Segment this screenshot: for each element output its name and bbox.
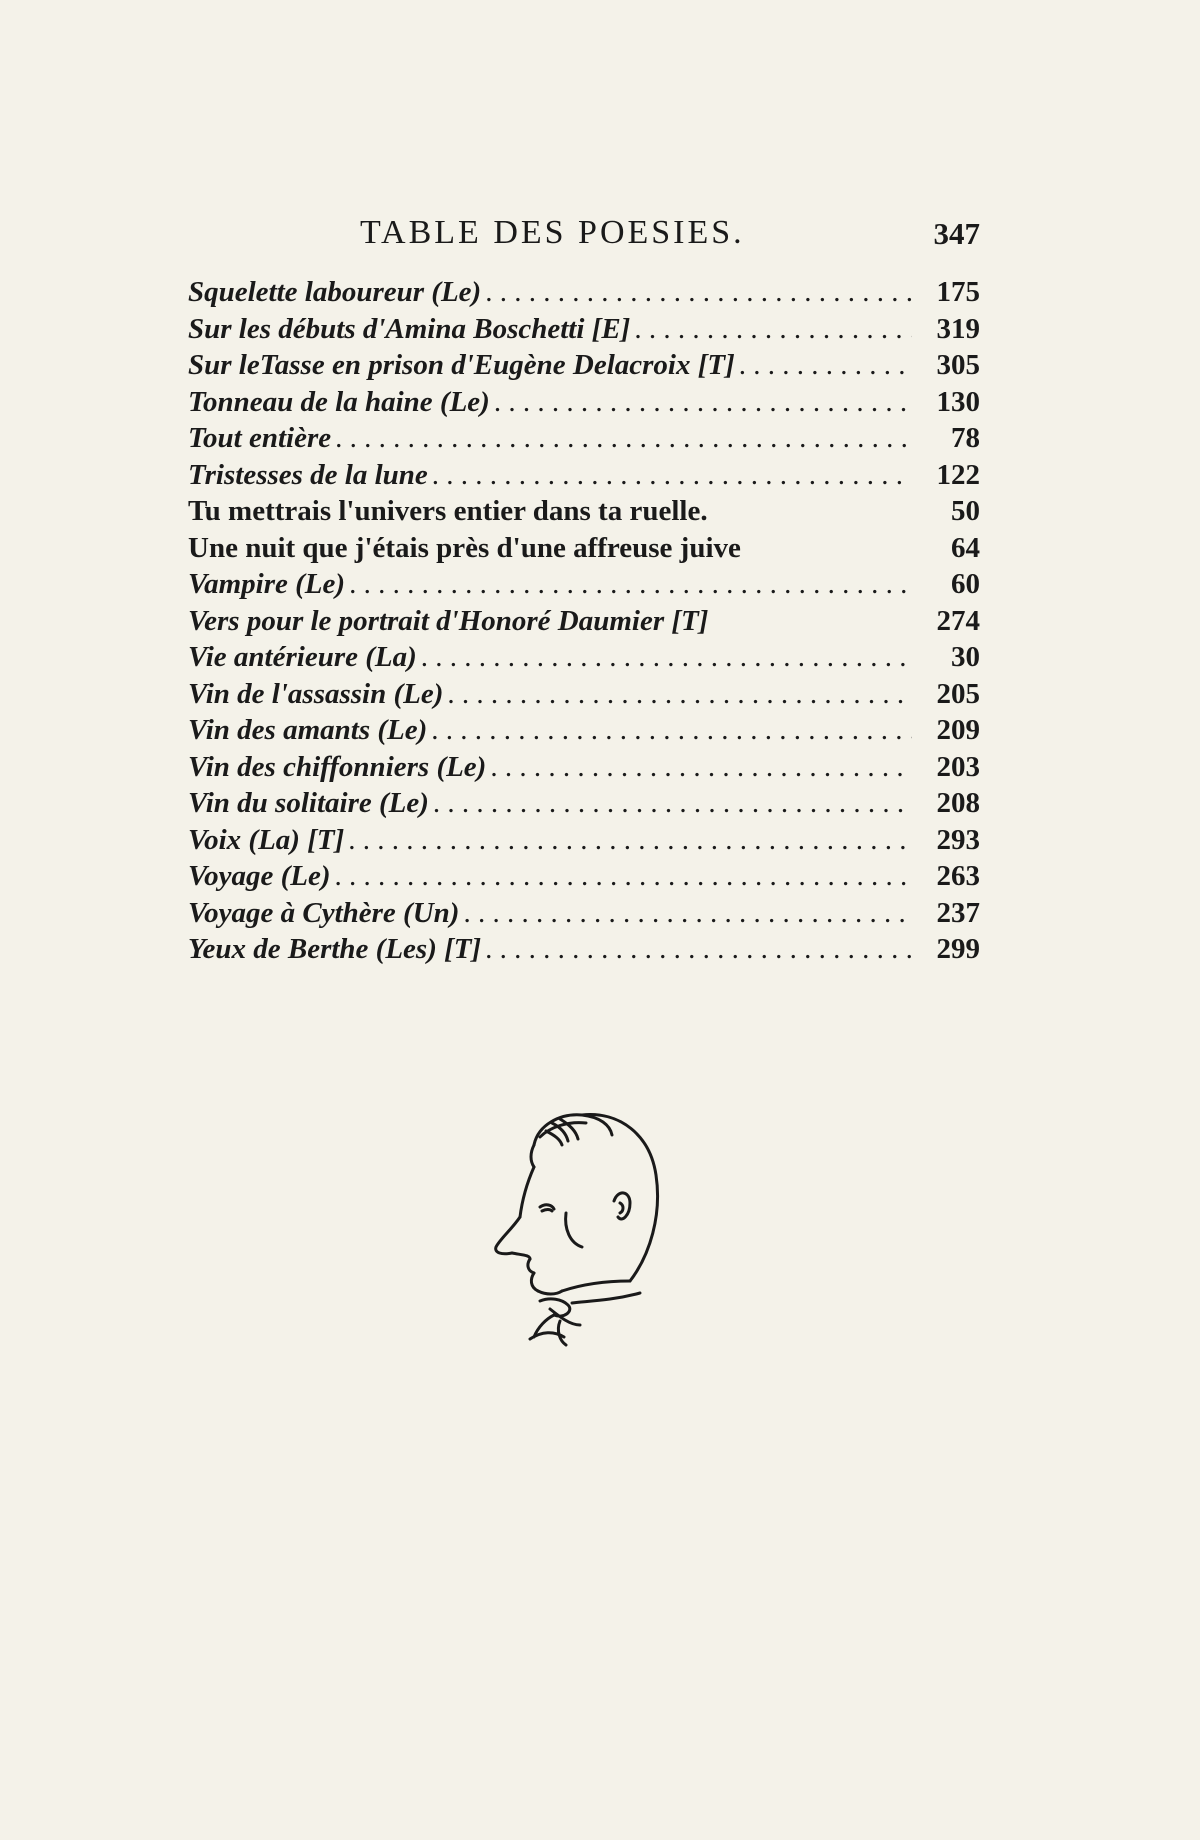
toc-entry-title: Voyage (Le) [188, 860, 331, 892]
toc-entry-page: 78 [951, 422, 980, 454]
toc-leader-dots [348, 824, 912, 857]
toc-entry-title: Vie antérieure (La) [188, 641, 417, 673]
toc-entry-title: Squelette laboureur (Le) [188, 276, 482, 308]
toc-entry-page: 299 [936, 933, 980, 965]
toc-leader-dots [485, 276, 912, 309]
toc-entry-page: 122 [936, 458, 980, 491]
toc-entry-page: 205 [936, 677, 980, 710]
toc-entry-page: 64 [951, 531, 980, 564]
toc-entry [188, 532, 980, 569]
toc-entry [188, 386, 980, 423]
toc-entry-title: Voix (La) [T] [188, 823, 345, 856]
toc-entry [188, 276, 980, 313]
toc-leader-dots [431, 714, 912, 747]
toc-entry-title: Sur leTasse en prison d'Eugène Delacroix [T] [188, 349, 735, 381]
toc-entry [188, 751, 980, 788]
portrait-sketch-icon [490, 1105, 680, 1365]
toc-leader-dots [433, 787, 912, 820]
page-title: TABLE DES POESIES. [360, 214, 745, 251]
toc-entry-title: Tout entière [188, 422, 332, 454]
toc-entry-title: Yeux de Berthe (Les) [T] [188, 933, 482, 965]
toc-entry [188, 422, 980, 459]
toc-entry-title: Sur les débuts d'Amina Boschetti [E] [188, 312, 631, 345]
toc-entry-title: Vin de l'assassin (Le) [188, 677, 444, 710]
toc-leader-dots [634, 313, 912, 346]
toc-entry-page: 293 [936, 823, 980, 856]
toc-entry [188, 824, 980, 861]
toc-entry-title: Tristesses de la lune [188, 458, 428, 491]
page-header [188, 214, 980, 264]
toc-leader-dots [447, 678, 912, 711]
toc-entry-page: 263 [936, 860, 980, 892]
toc-entry-title: Vin du solitaire (Le) [188, 787, 429, 819]
toc-entry-page: 237 [936, 896, 980, 929]
toc-entry-title: Vin des amants (Le) [188, 714, 428, 746]
toc-leader-dots [421, 641, 912, 674]
toc-leader-dots [432, 459, 912, 492]
toc-entry [188, 313, 980, 350]
toc-leader-dots [494, 386, 912, 419]
toc-entry-title: Vers pour le portrait d'Honoré Daumier [T] [188, 604, 709, 637]
toc-leader-dots [463, 897, 912, 930]
toc-entry-page: 203 [936, 750, 980, 783]
toc-entry-title: Vampire (Le) [188, 568, 346, 600]
toc-entry-title: Une nuit que j'étais près d'une affreuse juive [188, 531, 741, 564]
toc-leader-dots [335, 860, 912, 893]
toc-entry-page: 305 [936, 349, 980, 381]
toc-entry [188, 459, 980, 496]
toc-entry-title: Tu mettrais l'univers entier dans ta ruelle. [188, 495, 708, 527]
toc-entry-title: Vin des chiffonniers (Le) [188, 750, 487, 783]
toc-entry-page: 274 [936, 604, 980, 637]
toc-leader-dots [335, 422, 912, 455]
toc-entry [188, 714, 980, 751]
toc-entry-page: 208 [936, 787, 980, 819]
toc-entry-page: 130 [936, 385, 980, 418]
toc-entry-page: 209 [936, 714, 980, 746]
toc-entry [188, 860, 980, 897]
toc-entry-title: Voyage à Cythère (Un) [188, 896, 460, 929]
toc-entry-page: 60 [951, 568, 980, 600]
toc-leader-dots [485, 933, 912, 966]
toc-leader-dots [490, 751, 912, 784]
page-number: 347 [933, 216, 980, 251]
toc-leader-dots [349, 568, 912, 601]
table-of-contents [188, 276, 980, 970]
toc-entry [188, 349, 980, 386]
toc-leader-dots [739, 349, 912, 382]
toc-entry [188, 568, 980, 605]
toc-entry-page: 50 [951, 495, 980, 527]
toc-entry [188, 495, 980, 532]
toc-entry-page: 319 [936, 312, 980, 345]
toc-entry [188, 641, 980, 678]
toc-entry [188, 897, 980, 934]
toc-entry-page: 175 [936, 276, 980, 308]
toc-entry-title: Tonneau de la haine (Le) [188, 385, 490, 418]
toc-entry-page: 30 [951, 641, 980, 673]
toc-entry [188, 605, 980, 642]
toc-entry [188, 933, 980, 970]
toc-entry [188, 787, 980, 824]
toc-entry [188, 678, 980, 715]
